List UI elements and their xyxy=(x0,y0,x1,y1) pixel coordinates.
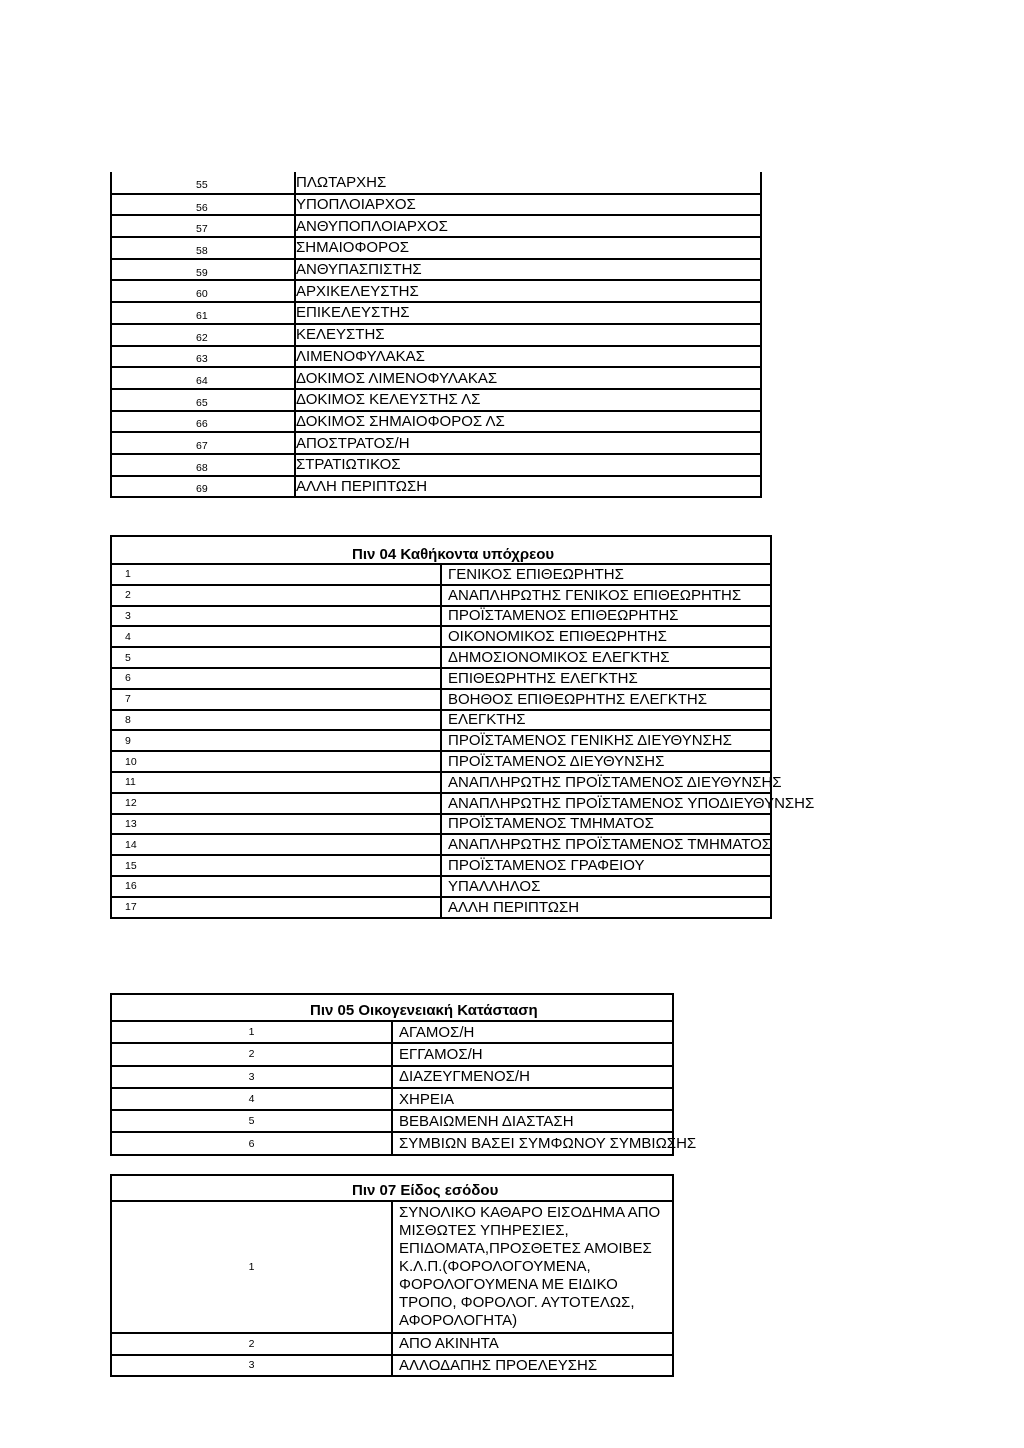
row-label: ΥΠΟΠΛΟΙΑΡΧΟΣ xyxy=(295,194,761,216)
row-label: ΠΡΟΪΣΤΑΜΕΝΟΣ ΔΙΕΥΘΥΝΣΗΣ xyxy=(441,751,771,772)
row-code: 3 xyxy=(111,606,441,627)
table-row xyxy=(111,1066,673,1088)
table-row xyxy=(111,367,761,389)
row-label-line: ΣΥΝΟΛΙΚΟ ΚΑΘΑΡΟ ΕΙΣΟΔΗΜΑ ΑΠΟ ΜΙΣΘΩΤΕΣ ΥΠΗΡΕΣΙΕΣ, xyxy=(399,1204,661,1239)
row-code: 4 xyxy=(111,626,441,647)
row-code: 10 xyxy=(111,751,441,772)
row-label: ΔΟΚΙΜΟΣ ΣΗΜΑΙΟΦΟΡΟΣ ΛΣ xyxy=(295,411,761,433)
table-row xyxy=(111,302,761,324)
row-code: 8 xyxy=(111,710,441,731)
row-label: ΑΛΛΟΔΑΠΗΣ ΠΡΟΕΛΕΥΣΗΣ xyxy=(392,1355,673,1377)
table-row xyxy=(111,215,761,237)
table-title: Πιν 07 Είδος εσόδου xyxy=(111,1175,673,1201)
row-label: ΔΙΑΖΕΥΓΜΕΝΟΣ/Η xyxy=(392,1066,673,1088)
row-label: ΕΠΙΚΕΛΕΥΣΤΗΣ xyxy=(295,302,761,324)
row-code: 16 xyxy=(111,876,441,897)
table-row xyxy=(111,1333,673,1355)
row-code: 66 xyxy=(111,411,295,433)
row-label-line: Κ.Λ.Π.(ΦΟΡΟΛΟΓΟΥΜΕΝΑ, ΦΟΡΟΛΟΓΟΥΜΕΝΑ ΜΕ ΕΙΔΙΚΟ xyxy=(399,1258,618,1293)
row-label: ΑΠΟΣΤΡΑΤΟΣ/Η xyxy=(295,432,761,454)
row-label: ΒΟΗΘΟΣ ΕΠΙΘΕΩΡΗΤΗΣ ΕΛΕΓΚΤΗΣ xyxy=(441,689,771,710)
row-label: ΠΡΟΪΣΤΑΜΕΝΟΣ ΓΕΝΙΚΗΣ ΔΙΕΥΘΥΝΣΗΣ xyxy=(441,730,771,751)
table-row xyxy=(111,1043,673,1065)
table-row xyxy=(111,647,771,668)
row-code: 63 xyxy=(111,346,295,368)
table-row xyxy=(111,897,771,918)
table-row xyxy=(111,172,761,194)
row-label: ΔΟΚΙΜΟΣ ΛΙΜΕΝΟΦΥΛΑΚΑΣ xyxy=(295,367,761,389)
table-row xyxy=(111,237,761,259)
table-row xyxy=(111,411,761,433)
row-code: 64 xyxy=(111,367,295,389)
row-label: ΛΙΜΕΝΟΦΥΛΑΚΑΣ xyxy=(295,346,761,368)
table-row xyxy=(111,876,771,897)
row-code: 2 xyxy=(111,1043,392,1065)
row-label: ΑΝΘΥΠΑΣΠΙΣΤΗΣ xyxy=(295,259,761,281)
row-code: 65 xyxy=(111,389,295,411)
row-label-line: ΕΠΙΔΟΜΑΤΑ,ΠΡΟΣΘΕΤΕΣ ΑΜΟΙΒΕΣ xyxy=(399,1240,652,1257)
row-label: ΑΝΑΠΛΗΡΩΤΗΣ ΠΡΟΪΣΤΑΜΕΝΟΣ ΤΜΗΜΑΤΟΣ xyxy=(441,834,771,855)
row-label: ΑΝΑΠΛΗΡΩΤΗΣ ΠΡΟΪΣΤΑΜΕΝΟΣ ΔΙΕΥΘΥΝΣΗΣ xyxy=(441,772,771,793)
table-row xyxy=(111,1132,673,1154)
row-label: ΑΝΘΥΠΟΠΛΟΙΑΡΧΟΣ xyxy=(295,215,761,237)
row-label: ΥΠΑΛΛΗΛΟΣ xyxy=(441,876,771,897)
table-row xyxy=(111,476,761,498)
row-code: 59 xyxy=(111,259,295,281)
row-label: ΑΓΑΜΟΣ/Η xyxy=(392,1021,673,1043)
table-row xyxy=(111,1201,673,1333)
row-code: 58 xyxy=(111,237,295,259)
row-label: ΠΛΩΤΑΡΧΗΣ xyxy=(295,172,761,194)
row-label: ΑΠΟ ΑΚΙΝΗΤΑ xyxy=(392,1333,673,1355)
row-label: ΕΛΕΓΚΤΗΣ xyxy=(441,710,771,731)
row-code: 6 xyxy=(111,668,441,689)
row-code: 12 xyxy=(111,793,441,814)
table-row xyxy=(111,1021,673,1043)
row-label: ΠΡΟΪΣΤΑΜΕΝΟΣ ΓΡΑΦΕΙΟΥ xyxy=(441,855,771,876)
row-code: 4 xyxy=(111,1088,392,1110)
row-label: ΑΛΛΗ ΠΕΡΙΠΤΩΣΗ xyxy=(441,897,771,918)
row-code: 1 xyxy=(111,1021,392,1043)
table-row xyxy=(111,1110,673,1132)
rank-codes-table xyxy=(110,172,762,498)
table-row xyxy=(111,834,771,855)
row-label: ΣΥΜΒΙΩΝ ΒΑΣΕΙ ΣΥΜΦΩΝΟΥ ΣΥΜΒΙΩΣΗΣ xyxy=(392,1132,673,1154)
row-label: ΠΡΟΪΣΤΑΜΕΝΟΣ ΕΠΙΘΕΩΡΗΤΗΣ xyxy=(441,606,771,627)
row-code: 68 xyxy=(111,454,295,476)
row-code: 11 xyxy=(111,772,441,793)
table-row xyxy=(111,432,761,454)
table-row xyxy=(111,668,771,689)
table-row xyxy=(111,564,771,585)
row-label: ΚΕΛΕΥΣΤΗΣ xyxy=(295,324,761,346)
table-row xyxy=(111,730,771,751)
table-row xyxy=(111,1355,673,1377)
table-row xyxy=(111,855,771,876)
row-code: 5 xyxy=(111,1110,392,1132)
table-title: Πιν 05 Οικογενειακή Κατάσταση xyxy=(111,994,673,1021)
table-header-row xyxy=(111,1175,673,1201)
table-row xyxy=(111,194,761,216)
duties-table xyxy=(110,535,815,919)
row-label: ΟΙΚΟΝΟΜΙΚΟΣ ΕΠΙΘΕΩΡΗΤΗΣ xyxy=(441,626,771,647)
row-code: 14 xyxy=(111,834,441,855)
row-code: 9 xyxy=(111,730,441,751)
table-row xyxy=(111,626,771,647)
table-title: Πιν 04 Καθήκοντα υπόχρεου xyxy=(111,536,771,564)
row-code: 60 xyxy=(111,280,295,302)
row-label: ΒΕΒΑΙΩΜΕΝΗ ΔΙΑΣΤΑΣΗ xyxy=(392,1110,673,1132)
row-code: 7 xyxy=(111,689,441,710)
row-label-line: ΤΡΟΠΟ, ΦΟΡΟΛΟΓ. ΑΥΤΟΤΕΛΩΣ, ΑΦΟΡΟΛΟΓΗΤΑ) xyxy=(399,1294,635,1329)
table-row xyxy=(111,772,771,793)
row-code: 67 xyxy=(111,432,295,454)
row-code: 62 xyxy=(111,324,295,346)
row-code: 2 xyxy=(111,585,441,606)
table-row xyxy=(111,814,771,835)
row-label: ΑΛΛΗ ΠΕΡΙΠΤΩΣΗ xyxy=(295,476,761,498)
row-label: ΓΕΝΙΚΟΣ ΕΠΙΘΕΩΡΗΤΗΣ xyxy=(441,564,771,585)
row-label: ΔΗΜΟΣΙΟΝΟΜΙΚΟΣ ΕΛΕΓΚΤΗΣ xyxy=(441,647,771,668)
row-label: ΧΗΡΕΙΑ xyxy=(392,1088,673,1110)
table-row xyxy=(111,710,771,731)
table-row xyxy=(111,751,771,772)
row-code: 55 xyxy=(111,172,295,194)
row-label: ΕΓΓΑΜΟΣ/Η xyxy=(392,1043,673,1065)
row-code: 61 xyxy=(111,302,295,324)
row-code: 3 xyxy=(111,1066,392,1088)
row-code: 6 xyxy=(111,1132,392,1154)
row-code: 56 xyxy=(111,194,295,216)
table-row xyxy=(111,689,771,710)
table-header-row xyxy=(111,536,771,564)
row-label: ΔΟΚΙΜΟΣ ΚΕΛΕΥΣΤΗΣ ΛΣ xyxy=(295,389,761,411)
row-code: 1 xyxy=(111,564,441,585)
row-code: 17 xyxy=(111,897,441,918)
table-row xyxy=(111,324,761,346)
table-row xyxy=(111,1088,673,1110)
row-label: ΕΠΙΘΕΩΡΗΤΗΣ ΕΛΕΓΚΤΗΣ xyxy=(441,668,771,689)
table-row xyxy=(111,793,771,814)
table-row xyxy=(111,280,761,302)
table-header-row xyxy=(111,994,673,1021)
row-code: 15 xyxy=(111,855,441,876)
row-label: ΠΡΟΪΣΤΑΜΕΝΟΣ ΤΜΗΜΑΤΟΣ xyxy=(441,814,771,835)
table-row xyxy=(111,389,761,411)
row-label: ΣΤΡΑΤΙΩΤΙΚΟΣ xyxy=(295,454,761,476)
row-code: 57 xyxy=(111,215,295,237)
marital-status-table xyxy=(110,993,697,1156)
table-row xyxy=(111,606,771,627)
table-row xyxy=(111,585,771,606)
row-label: ΣΗΜΑΙΟΦΟΡΟΣ xyxy=(295,237,761,259)
row-label: ΑΡΧΙΚΕΛΕΥΣΤΗΣ xyxy=(295,280,761,302)
row-code: 13 xyxy=(111,814,441,835)
income-type-table xyxy=(110,1174,674,1377)
row-code: 3 xyxy=(111,1355,392,1377)
row-label: ΑΝΑΠΛΗΡΩΤΗΣ ΠΡΟΪΣΤΑΜΕΝΟΣ ΥΠΟΔΙΕΥΘΥΝΣΗΣ xyxy=(441,793,771,814)
row-code: 2 xyxy=(111,1333,392,1355)
row-code: 69 xyxy=(111,476,295,498)
table-row xyxy=(111,259,761,281)
table-row xyxy=(111,346,761,368)
row-label xyxy=(392,1201,673,1333)
table-row xyxy=(111,454,761,476)
row-code: 5 xyxy=(111,647,441,668)
row-label: ΑΝΑΠΛΗΡΩΤΗΣ ΓΕΝΙΚΟΣ ΕΠΙΘΕΩΡΗΤΗΣ xyxy=(441,585,771,606)
row-code: 1 xyxy=(111,1201,392,1333)
